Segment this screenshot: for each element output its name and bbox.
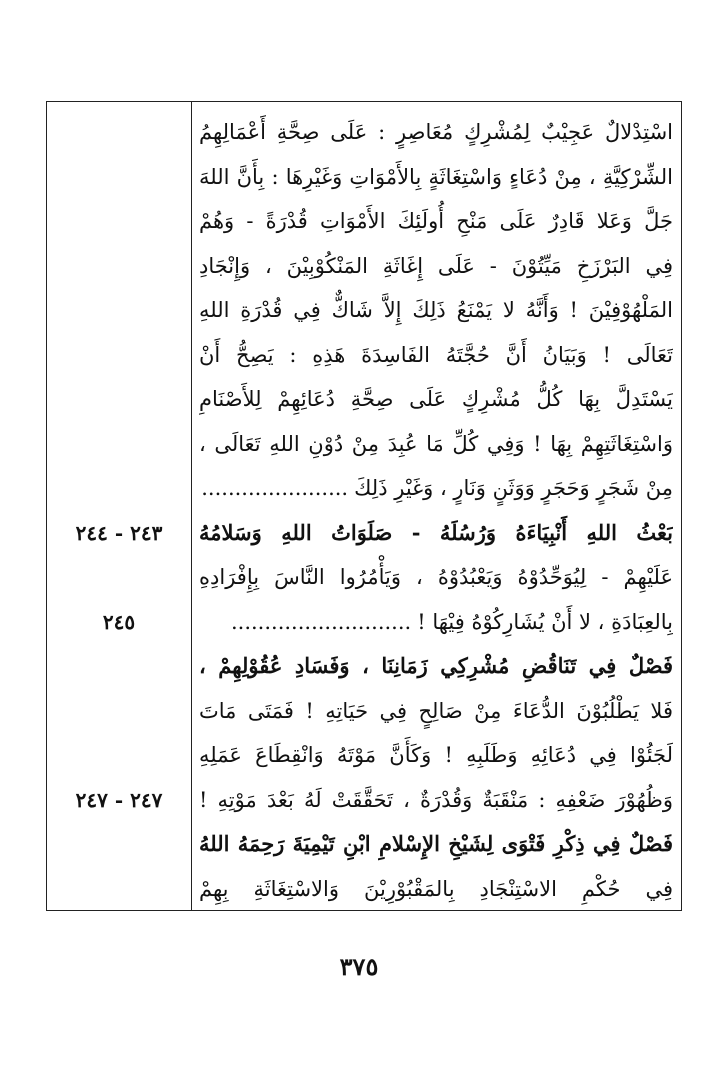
entry-text: لَجَئُوْا فِي دُعَائِهِ وَطَلَبِهِ ! وَكَأَنَّ مَوْتَهُ وَانْقِطَاعَ عَمَلِهِ	[199, 743, 673, 767]
index-entry-line	[199, 155, 673, 199]
index-entry-line	[199, 333, 673, 377]
entry-text: اسْتِدْلالٌ عَجِيْبٌ لِمُشْرِكٍ مُعَاصِرٍ : عَلَى صِحَّةِ أَعْمَالِهِمُ	[199, 120, 673, 144]
index-entry-line	[199, 822, 673, 866]
entry-text: فِي حُكْمِ الاسْتِنْجَادِ بِالمَقْبُوْرِيْنَ وَالاسْتِغَاثَةِ بِهِمْ	[199, 876, 673, 901]
page-number: ٣٧٥	[339, 952, 379, 981]
entry-text: فَلا يَطْلُبُوْنَ الدُّعَاءَ مِنْ صَالِحٍ فِي حَيَاتِهِ ! فَمَتَى مَاتَ	[199, 698, 673, 723]
leader-dots: ...........................	[230, 609, 412, 634]
entry-text: الشِّرْكِيَّةِ ، مِنْ دُعَاءٍ وَاسْتِغَاثَةٍ بِالأَمْوَاتِ وَغَيْرِهَا : بِأَنَّ اللهَ	[199, 164, 673, 189]
index-entry-line	[199, 511, 673, 555]
index-entry-line	[199, 600, 673, 644]
index-table	[46, 101, 682, 911]
index-entry-line	[199, 778, 673, 822]
entry-text: بِالعِبَادَةِ ، لا أَنْ يُشَارِكُوْهُ فِيْهَا !	[417, 609, 673, 634]
index-entry-line	[199, 644, 673, 688]
entry-text: بَعْثُ اللهِ أَنْبِيَاءَهُ وَرُسُلَهُ - صَلَوَاتُ اللهِ وَسَلامُهُ	[199, 519, 673, 545]
entry-text: جَلَّ وَعَلا قَادِرٌ عَلَى مَنْحِ أُولَئِكَ الأَمْوَاتِ قُدْرَةً - وَهُمْ	[199, 209, 673, 233]
index-entry-line	[199, 199, 673, 243]
entry-text: وَظُهُوْرَ ضَعْفِهِ : مَنْقَبَةٌ وَقُدْرَةٌ ، تَحَقَّقَتْ لَهُ بَعْدَ مَوْتِهِ !	[199, 787, 673, 812]
entry-text: يَسْتَدِلَّ بِهَا كُلُّ مُشْرِكٍ عَلَى صِحَّةِ دُعَائِهِمْ لِلأَصْنَامِ	[199, 387, 673, 411]
index-entry-line	[199, 466, 673, 510]
index-entry-line	[199, 867, 673, 911]
entry-text: وَاسْتِغَاثَتِهِمْ بِهَا ! وَفِي كُلِّ مَا عُبِدَ مِنْ دُوْنِ اللهِ تَعَالَى ،	[199, 431, 673, 456]
leader-dots: ......................	[201, 476, 349, 500]
index-entry-line	[199, 244, 673, 288]
topic-text-column	[193, 102, 681, 910]
entry-text: تَعَالَى ! وَبَيَانُ أَنَّ حُجَّتَهُ الفَاسِدَةَ هَذِهِ : يَصِحُّ أَنْ	[199, 342, 673, 367]
entry-text: مِنْ شَجَرٍ وَحَجَرٍ وَوَثَنٍ وَنَارٍ ، وَغَيْرِ ذَلِكَ	[354, 476, 673, 500]
entry-text: المَلْهُوْفِيْنَ ! وَأَنَّهُ لا يَمْنَعُ ذَلِكَ إِلاَّ شَاكٌّ فِي قُدْرَةِ اللهِ	[199, 298, 673, 322]
index-entry-line	[199, 555, 673, 599]
index-entry-line	[199, 689, 673, 733]
index-entry-line	[199, 733, 673, 777]
entry-text: فِي البَرْزَخِ مَيِّتُوْنَ - عَلَى إِغَاثَةِ المَنْكُوْبِيْنَ ، وَإِنْجَادِ	[199, 253, 673, 278]
entry-text: فَصْلٌ فِي ذِكْرِ فَتْوَى لِشَيْخِ الإِسْلامِ ابْنِ تَيْمِيَةَ رَحِمَهُ اللهُ	[199, 831, 673, 856]
column-divider	[191, 102, 192, 910]
entry-text: عَلَيْهِمْ - لِيُوَحِّدُوْهُ وَيَعْبُدُوْهُ ، وَيَأْمُرُوا النَّاسَ بِإِفْرَادِهِ	[199, 565, 673, 589]
page-reference: ٢٤٧ - ٢٤٧	[75, 787, 163, 812]
index-entry-line	[199, 110, 673, 154]
page-reference: ٢٤٥	[102, 609, 136, 634]
entry-text: فَصْلٌ فِي تَنَاقُضِ مُشْرِكِي زَمَانِنَا ، وَفَسَادِ عُقُوْلِهِمْ ،	[199, 653, 673, 678]
page-reference: ٢٤٣ - ٢٤٤	[75, 520, 163, 545]
index-entry-line	[199, 288, 673, 332]
page-reference-column	[47, 102, 191, 910]
index-entry-line	[199, 377, 673, 421]
index-entry-line	[199, 422, 673, 466]
